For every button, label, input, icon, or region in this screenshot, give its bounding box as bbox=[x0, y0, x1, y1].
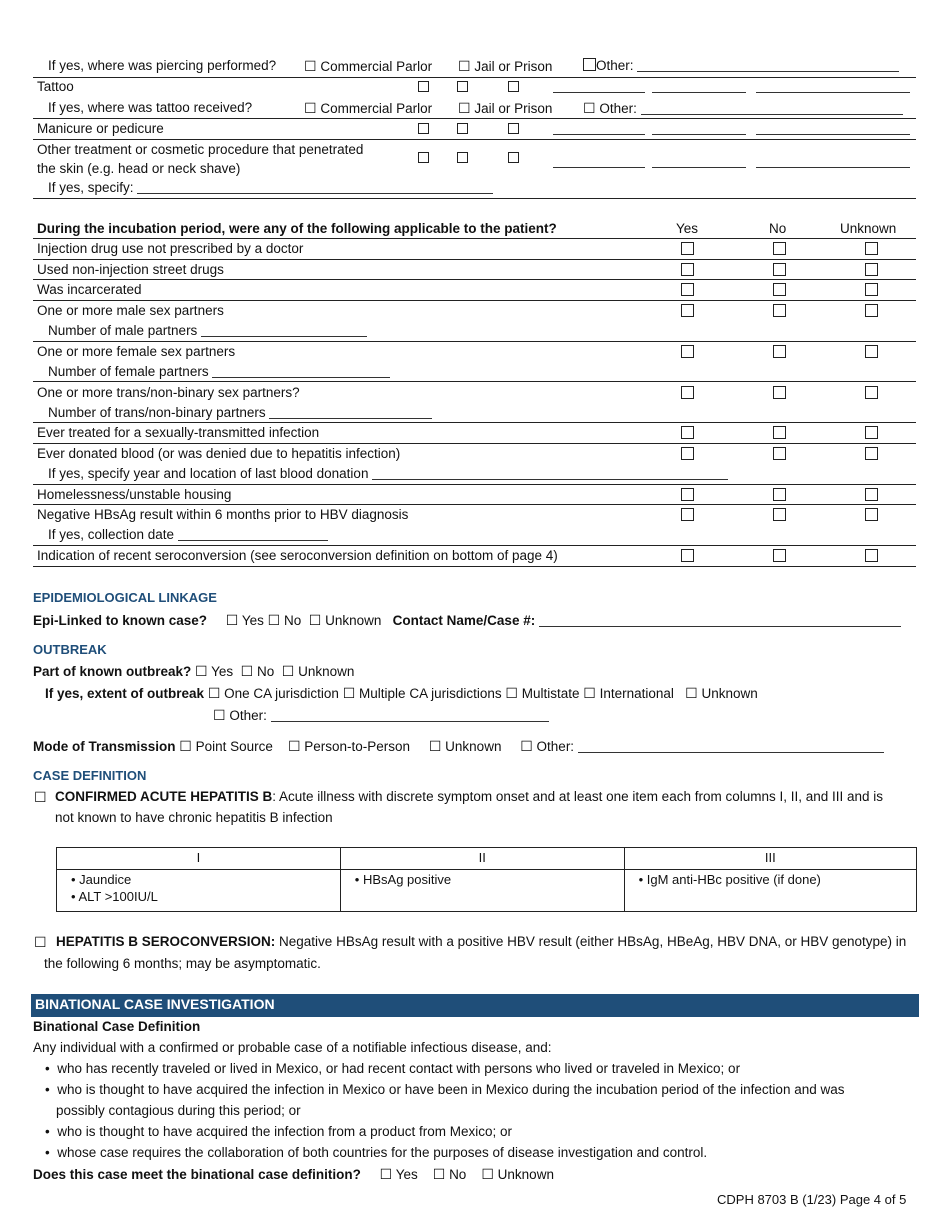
criteria-item: • ALT >100IU/L bbox=[71, 889, 158, 904]
column-i-header: I bbox=[57, 848, 341, 870]
mode-unknown[interactable]: ☐ Unknown bbox=[428, 738, 502, 754]
binational-banner: BINATIONAL CASE INVESTIGATION bbox=[31, 994, 919, 1017]
confirmed-text-2: not known to have chronic hepatitis B infection bbox=[55, 810, 333, 825]
binational-question: Does this case meet the binational case definition? bbox=[33, 1167, 361, 1182]
incubation-unknown-checkbox[interactable] bbox=[865, 447, 878, 460]
incubation-row-sub-label: Number of female partners bbox=[48, 363, 209, 379]
incubation-row-sub-input[interactable] bbox=[269, 406, 432, 419]
incubation-row-label: One or more female sex partners bbox=[37, 343, 236, 359]
seroconversion-text: HEPATITIS B SEROCONVERSION: Negative HBsAg result with a positive HBV result (either HBsAg, HBeAg, HBV DNA, or HBV genotype) in bbox=[56, 934, 907, 949]
page-footer: CDPH 8703 B (1/23) Page 4 of 5 bbox=[717, 1192, 907, 1207]
binational-bullet: • who is thought to have acquired the infection from a product from Mexico; or bbox=[45, 1124, 512, 1139]
extent-row bbox=[45, 685, 758, 702]
incubation-yes-checkbox[interactable] bbox=[681, 488, 694, 501]
column-ii-cell bbox=[340, 870, 624, 912]
manicure-blank-3[interactable] bbox=[756, 122, 910, 135]
binational-question-row bbox=[33, 1166, 554, 1183]
tattoo-blank-1[interactable] bbox=[553, 80, 645, 93]
binational-bullet: • who has recently traveled or lived in Mexico, or had recent contact with persons who lived or traveled in Mexico; or bbox=[45, 1061, 741, 1076]
epi-yes-option[interactable]: ☐ Yes bbox=[225, 612, 264, 628]
row-divider bbox=[33, 504, 916, 505]
incubation-unknown-checkbox[interactable] bbox=[865, 549, 878, 562]
incubation-unknown-checkbox[interactable] bbox=[865, 283, 878, 296]
incubation-no-checkbox[interactable] bbox=[773, 549, 786, 562]
binational-def-title: Binational Case Definition bbox=[33, 1019, 201, 1034]
incubation-unknown-checkbox[interactable] bbox=[865, 263, 878, 276]
tattoo-jail-option[interactable]: ☐ Jail or Prison bbox=[458, 100, 553, 116]
incubation-no-checkbox[interactable] bbox=[773, 283, 786, 296]
extent-one-ca[interactable]: ☐ One CA jurisdiction bbox=[207, 685, 339, 701]
incubation-no-checkbox[interactable] bbox=[773, 508, 786, 521]
tattoo-yes-checkbox[interactable] bbox=[418, 81, 429, 92]
incubation-unknown-checkbox[interactable] bbox=[865, 488, 878, 501]
row-divider bbox=[33, 259, 916, 260]
incubation-no-checkbox[interactable] bbox=[773, 488, 786, 501]
column-ii-header: II bbox=[340, 848, 624, 870]
incubation-yes-checkbox[interactable] bbox=[681, 283, 694, 296]
tattoo-label: Tattoo bbox=[37, 79, 74, 94]
incubation-yes-checkbox[interactable] bbox=[681, 386, 694, 399]
incubation-row-label: One or more trans/non-binary sex partners? bbox=[37, 384, 300, 400]
column-iii-header: III bbox=[624, 848, 916, 870]
incubation-yes-checkbox[interactable] bbox=[681, 242, 694, 255]
mode-point-source[interactable]: ☐ Point Source bbox=[179, 738, 273, 754]
extent-international[interactable]: ☐ International bbox=[583, 685, 674, 701]
epi-unknown-option[interactable]: ☐ Unknown bbox=[308, 612, 382, 628]
row-divider bbox=[33, 300, 916, 301]
outbreak-heading: OUTBREAK bbox=[33, 642, 107, 657]
outbreak-row bbox=[33, 663, 354, 680]
incubation-yes-checkbox[interactable] bbox=[681, 304, 694, 317]
outbreak-unknown-option[interactable]: ☐ Unknown bbox=[281, 663, 355, 679]
incubation-yes-checkbox[interactable] bbox=[681, 426, 694, 439]
tattoo-other-option[interactable]: ☐ Other: bbox=[583, 100, 903, 117]
incubation-no-checkbox[interactable] bbox=[773, 426, 786, 439]
manicure-blank-2[interactable] bbox=[652, 122, 746, 135]
tattoo-blank-2[interactable] bbox=[652, 80, 746, 93]
incubation-no-checkbox[interactable] bbox=[773, 386, 786, 399]
row-divider bbox=[33, 484, 916, 485]
tattoo-blank-3[interactable] bbox=[756, 80, 910, 93]
outbreak-yes-option[interactable]: ☐ Yes bbox=[195, 663, 234, 679]
mode-other[interactable]: ☐ Other: bbox=[520, 739, 884, 754]
outbreak-question: Part of known outbreak? bbox=[33, 664, 192, 679]
outbreak-no-option[interactable]: ☐ No bbox=[240, 663, 275, 679]
extent-label: If yes, extent of outbreak bbox=[45, 686, 205, 701]
criteria-item: • Jaundice bbox=[71, 872, 132, 887]
piercing-commercial-option[interactable]: ☐ Commercial Parlor bbox=[304, 58, 433, 74]
other-procedure-blank-2[interactable] bbox=[652, 155, 746, 168]
extent-multiple-ca[interactable]: ☐ Multiple CA jurisdictions bbox=[342, 685, 502, 701]
incubation-row-sub[interactable] bbox=[48, 364, 390, 379]
manicure-blank-1[interactable] bbox=[553, 122, 645, 135]
incubation-row-sub-label: If yes, collection date bbox=[48, 527, 175, 543]
binational-no[interactable]: ☐ No bbox=[432, 1166, 467, 1182]
incubation-row-sub[interactable] bbox=[48, 405, 432, 420]
incubation-row-label: Was incarcerated bbox=[37, 282, 142, 298]
incubation-row-sub-label: Number of male partners bbox=[48, 323, 198, 339]
incubation-row-sub[interactable] bbox=[48, 323, 367, 338]
incubation-unknown-checkbox[interactable] bbox=[865, 426, 878, 439]
contact-label: Contact Name/Case #: bbox=[392, 613, 536, 628]
incubation-row-label: Negative HBsAg result within 6 months prior to HBV diagnosis bbox=[37, 507, 409, 523]
epi-question: Epi-Linked to known case? bbox=[33, 613, 208, 628]
confirmed-text: CONFIRMED ACUTE HEPATITIS B: Acute illness with discrete symptom onset and at least one item each from columns I, II, and III and is bbox=[55, 789, 884, 804]
criteria-table bbox=[56, 847, 917, 912]
binational-intro: Any individual with a confirmed or probable case of a notifiable infectious disease, and: bbox=[33, 1040, 552, 1055]
incubation-row-label: Used non-injection street drugs bbox=[37, 261, 224, 277]
row-divider bbox=[33, 422, 916, 423]
manicure-yes-checkbox[interactable] bbox=[418, 123, 429, 134]
case-def-heading: CASE DEFINITION bbox=[33, 768, 147, 783]
column-iii-cell bbox=[624, 870, 916, 912]
contact-input[interactable] bbox=[539, 614, 901, 627]
incubation-no-checkbox[interactable] bbox=[773, 345, 786, 358]
tattoo-unknown-checkbox[interactable] bbox=[508, 81, 519, 92]
extent-multistate[interactable]: ☐ Multistate bbox=[505, 685, 580, 701]
other-procedure-line2: the skin (e.g. head or neck shave) bbox=[37, 161, 241, 176]
row-divider bbox=[33, 341, 916, 342]
incubation-unknown-checkbox[interactable] bbox=[865, 386, 878, 399]
manicure-no-checkbox[interactable] bbox=[457, 123, 468, 134]
incubation-row-label: Ever treated for a sexually-transmitted infection bbox=[37, 425, 320, 441]
incubation-yes-checkbox[interactable] bbox=[681, 447, 694, 460]
mode-label: Mode of Transmission bbox=[33, 739, 176, 754]
piercing-question: If yes, where was piercing performed? bbox=[48, 58, 277, 73]
incubation-row-sub[interactable] bbox=[48, 466, 728, 481]
row-divider bbox=[33, 381, 916, 382]
incubation-question: During the incubation period, were any of the following applicable to the patient? bbox=[37, 221, 557, 236]
incubation-no-checkbox[interactable] bbox=[773, 447, 786, 460]
incubation-yes-checkbox[interactable] bbox=[681, 263, 694, 276]
seroconversion-checkbox[interactable]: ☐ bbox=[34, 934, 47, 950]
piercing-other-option[interactable]: Other: bbox=[583, 58, 899, 73]
manicure-unknown-checkbox[interactable] bbox=[508, 123, 519, 134]
incubation-row-label: Homelessness/unstable housing bbox=[37, 486, 232, 502]
incubation-unknown-checkbox[interactable] bbox=[865, 304, 878, 317]
incubation-unknown-checkbox[interactable] bbox=[865, 345, 878, 358]
mode-person-to-person[interactable]: ☐ Person-to-Person bbox=[287, 738, 411, 754]
column-i-cell bbox=[57, 870, 341, 912]
other-procedure-yes-checkbox[interactable] bbox=[418, 152, 429, 163]
incubation-row-label: Injection drug use not prescribed by a doctor bbox=[37, 241, 304, 256]
binational-bullet: • whose case requires the collaboration of both countries for the purposes of disease investigation and control. bbox=[45, 1145, 708, 1160]
binational-yes[interactable]: ☐ Yes bbox=[379, 1166, 418, 1182]
tattoo-no-checkbox[interactable] bbox=[457, 81, 468, 92]
epi-row bbox=[33, 612, 901, 629]
tattoo-question: If yes, where was tattoo received? bbox=[48, 100, 253, 115]
incubation-unknown-checkbox[interactable] bbox=[865, 508, 878, 521]
incubation-row-sub-label: Number of trans/non-binary partners bbox=[48, 404, 266, 420]
extent-other[interactable]: ☐ Other: bbox=[213, 707, 549, 724]
other-procedure-blank-1[interactable] bbox=[553, 155, 645, 168]
extent-unknown[interactable]: ☐ Unknown bbox=[685, 685, 758, 701]
manicure-label: Manicure or pedicure bbox=[37, 121, 164, 136]
criteria-item: • HBsAg positive bbox=[354, 872, 452, 887]
row-divider bbox=[33, 279, 916, 280]
incubation-no-checkbox[interactable] bbox=[773, 242, 786, 255]
other-procedure-specify[interactable]: If yes, specify: bbox=[48, 180, 493, 195]
mode-row bbox=[33, 738, 884, 755]
row-divider bbox=[33, 443, 916, 444]
incubation-yes-checkbox[interactable] bbox=[681, 549, 694, 562]
incubation-row-sub[interactable] bbox=[48, 527, 328, 542]
binational-unknown[interactable]: ☐ Unknown bbox=[481, 1166, 554, 1182]
row-divider bbox=[33, 545, 916, 546]
col-yes-header: Yes bbox=[676, 221, 699, 236]
incubation-yes-checkbox[interactable] bbox=[681, 345, 694, 358]
other-procedure-unknown-checkbox[interactable] bbox=[508, 152, 519, 163]
seroconversion-text-2: the following 6 months; may be asymptomatic. bbox=[44, 956, 321, 971]
binational-bullet-cont: possibly contagious during this period; or bbox=[56, 1103, 301, 1118]
confirmed-checkbox[interactable]: ☐ bbox=[34, 789, 47, 805]
incubation-row-sub-input[interactable] bbox=[201, 324, 367, 337]
binational-bullet: • who is thought to have acquired the infection in Mexico or have been in Mexico during the incubation period of the infection and was bbox=[45, 1082, 845, 1097]
incubation-row-sub-input[interactable] bbox=[372, 467, 728, 480]
other-procedure-blank-3[interactable] bbox=[756, 155, 910, 168]
col-no-header: No bbox=[769, 221, 787, 236]
epi-no-option[interactable]: ☐ No bbox=[267, 612, 302, 628]
epi-heading: EPIDEMIOLOGICAL LINKAGE bbox=[33, 590, 217, 605]
row-divider bbox=[33, 566, 916, 567]
incubation-row-label: Ever donated blood (or was denied due to hepatitis infection) bbox=[37, 445, 401, 461]
incubation-row-sub-input[interactable] bbox=[212, 365, 390, 378]
incubation-row-sub-input[interactable] bbox=[178, 528, 328, 541]
criteria-item: • IgM anti-HBc positive (if done) bbox=[638, 872, 821, 887]
piercing-jail-option[interactable]: ☐ Jail or Prison bbox=[458, 58, 553, 74]
incubation-row-sub-label: If yes, specify year and location of last blood donation bbox=[48, 465, 369, 481]
incubation-unknown-checkbox[interactable] bbox=[865, 242, 878, 255]
incubation-row-label: Indication of recent seroconversion (see seroconversion definition on bottom of page 4) bbox=[37, 548, 558, 563]
incubation-yes-checkbox[interactable] bbox=[681, 508, 694, 521]
tattoo-commercial-option[interactable]: ☐ Commercial Parlor bbox=[304, 100, 433, 116]
row-divider bbox=[33, 238, 916, 239]
col-unknown-header: Unknown bbox=[840, 221, 897, 236]
incubation-no-checkbox[interactable] bbox=[773, 304, 786, 317]
other-procedure-line1: Other treatment or cosmetic procedure that penetrated bbox=[37, 142, 364, 157]
incubation-row-label: One or more male sex partners bbox=[37, 303, 224, 319]
incubation-no-checkbox[interactable] bbox=[773, 263, 786, 276]
other-procedure-no-checkbox[interactable] bbox=[457, 152, 468, 163]
